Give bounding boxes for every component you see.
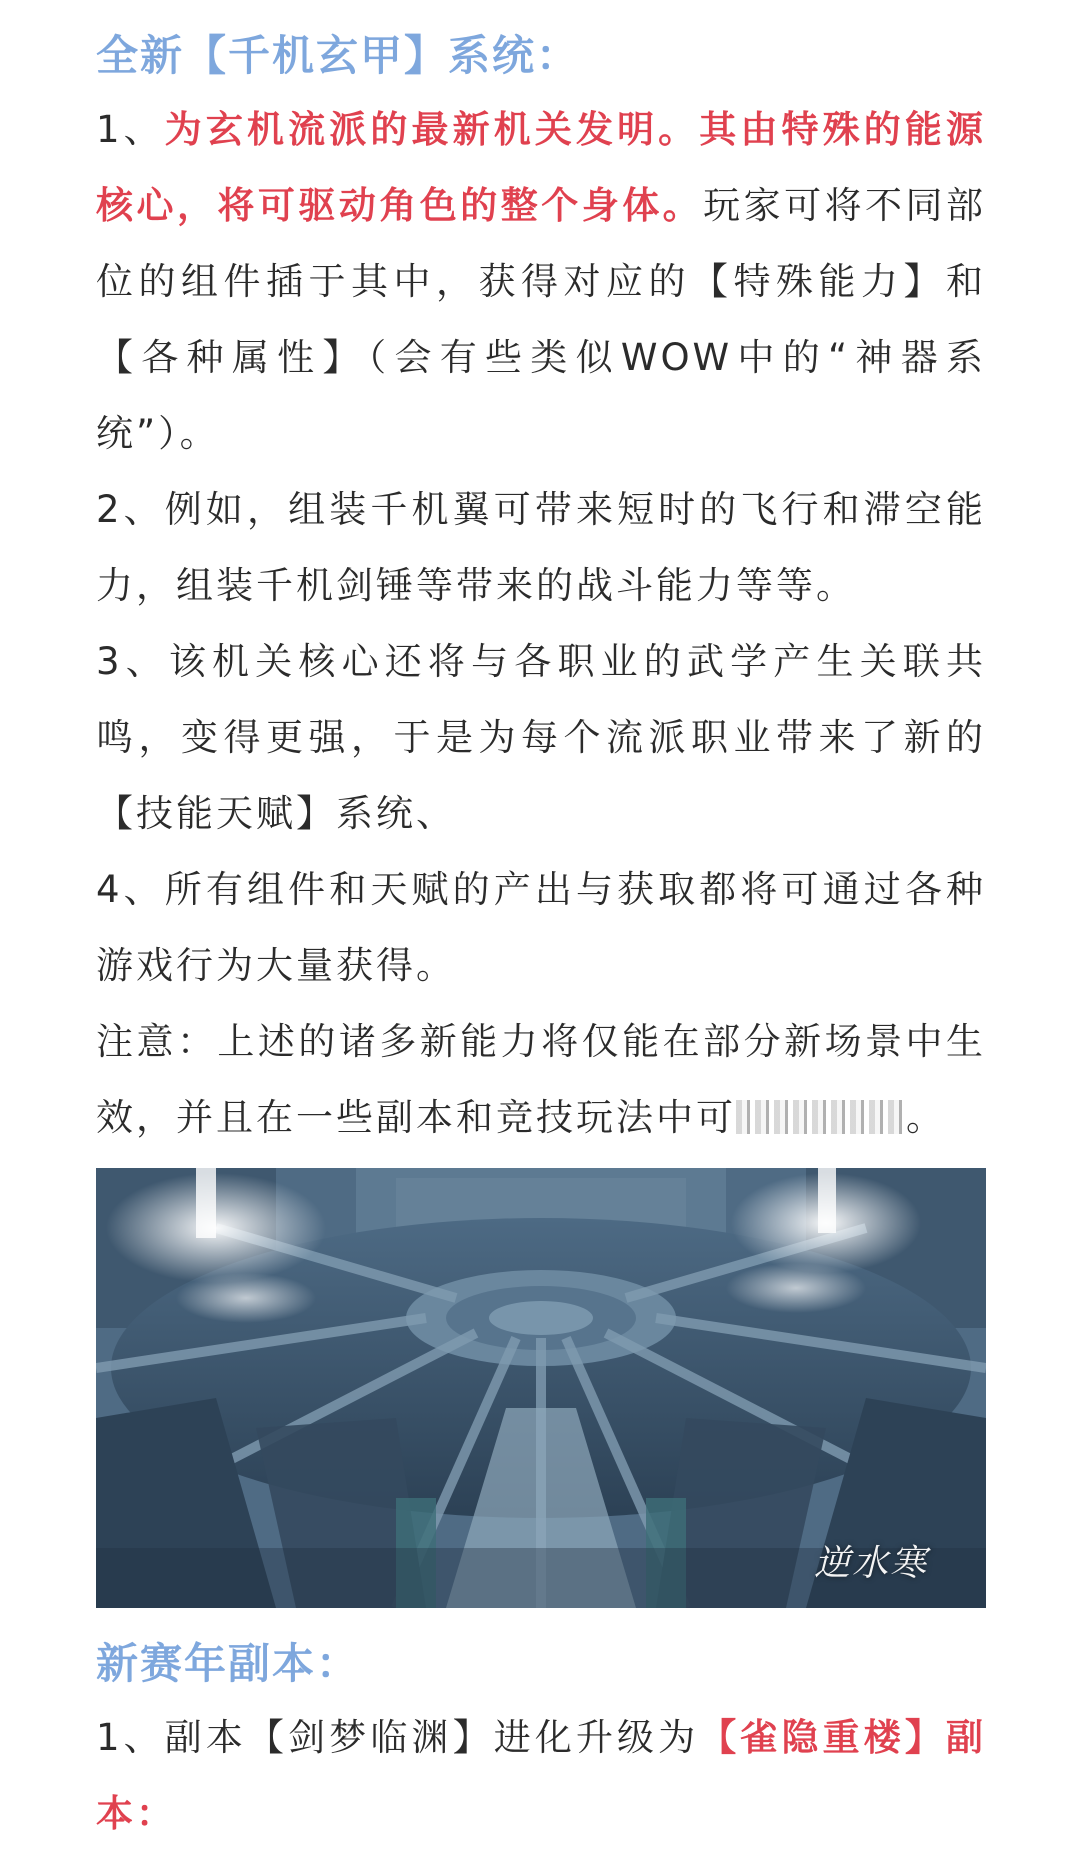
game-logo-watermark: 逆水寒	[813, 1543, 928, 1584]
paragraph-item-4: 4、所有组件和天赋的产出与获取都将可通过各种游戏行为大量获得。	[96, 868, 986, 987]
game-screenshot	[96, 1168, 986, 1608]
item-1-highlight: 为玄机流派的最新机关发明。其由特殊的能源核心，将可驱动角色的整个身体。	[96, 108, 986, 227]
item-1-prefix: 1、	[96, 108, 165, 151]
dungeon-item-1-prefix: 1、副本【剑梦临渊】进化升级为	[96, 1716, 700, 1759]
paragraph-dungeon-item-1	[96, 1700, 986, 1852]
section-title-qianji-xuanjia: 全新【千机玄甲】系统：	[96, 31, 581, 80]
section-title-new-dungeon: 新赛年副本：	[96, 1639, 361, 1688]
paragraph-item-2: 2、例如，组装千机翼可带来短时的飞行和滞空能力，组装千机剑锤等带来的战斗能力等等。	[96, 488, 986, 607]
paragraph-note	[96, 1004, 986, 1156]
article	[96, 20, 986, 1852]
note-text: 注意：上述的诸多新能力将仅能在部分新场景中生效，并且在一些副本和竞技玩法中可	[96, 1020, 986, 1139]
note-end: 。	[906, 1096, 946, 1139]
item-1-rest: 玩家可将不同部位的组件插于其中，获得对应的【特殊能力】和【各种属性】（会有些类似WOW中的“神器系统”）。	[96, 184, 987, 455]
dungeon-item-1-highlight: 【雀隐重楼】副本：	[96, 1716, 986, 1835]
obscured-text-blur	[736, 1100, 906, 1134]
paragraph-item-1	[96, 92, 986, 472]
paragraph-item-3: 3、该机关核心还将与各职业的武学产生关联共鸣，变得更强，于是为每个流派职业带来了新的【技能天赋】系统、	[96, 640, 986, 835]
